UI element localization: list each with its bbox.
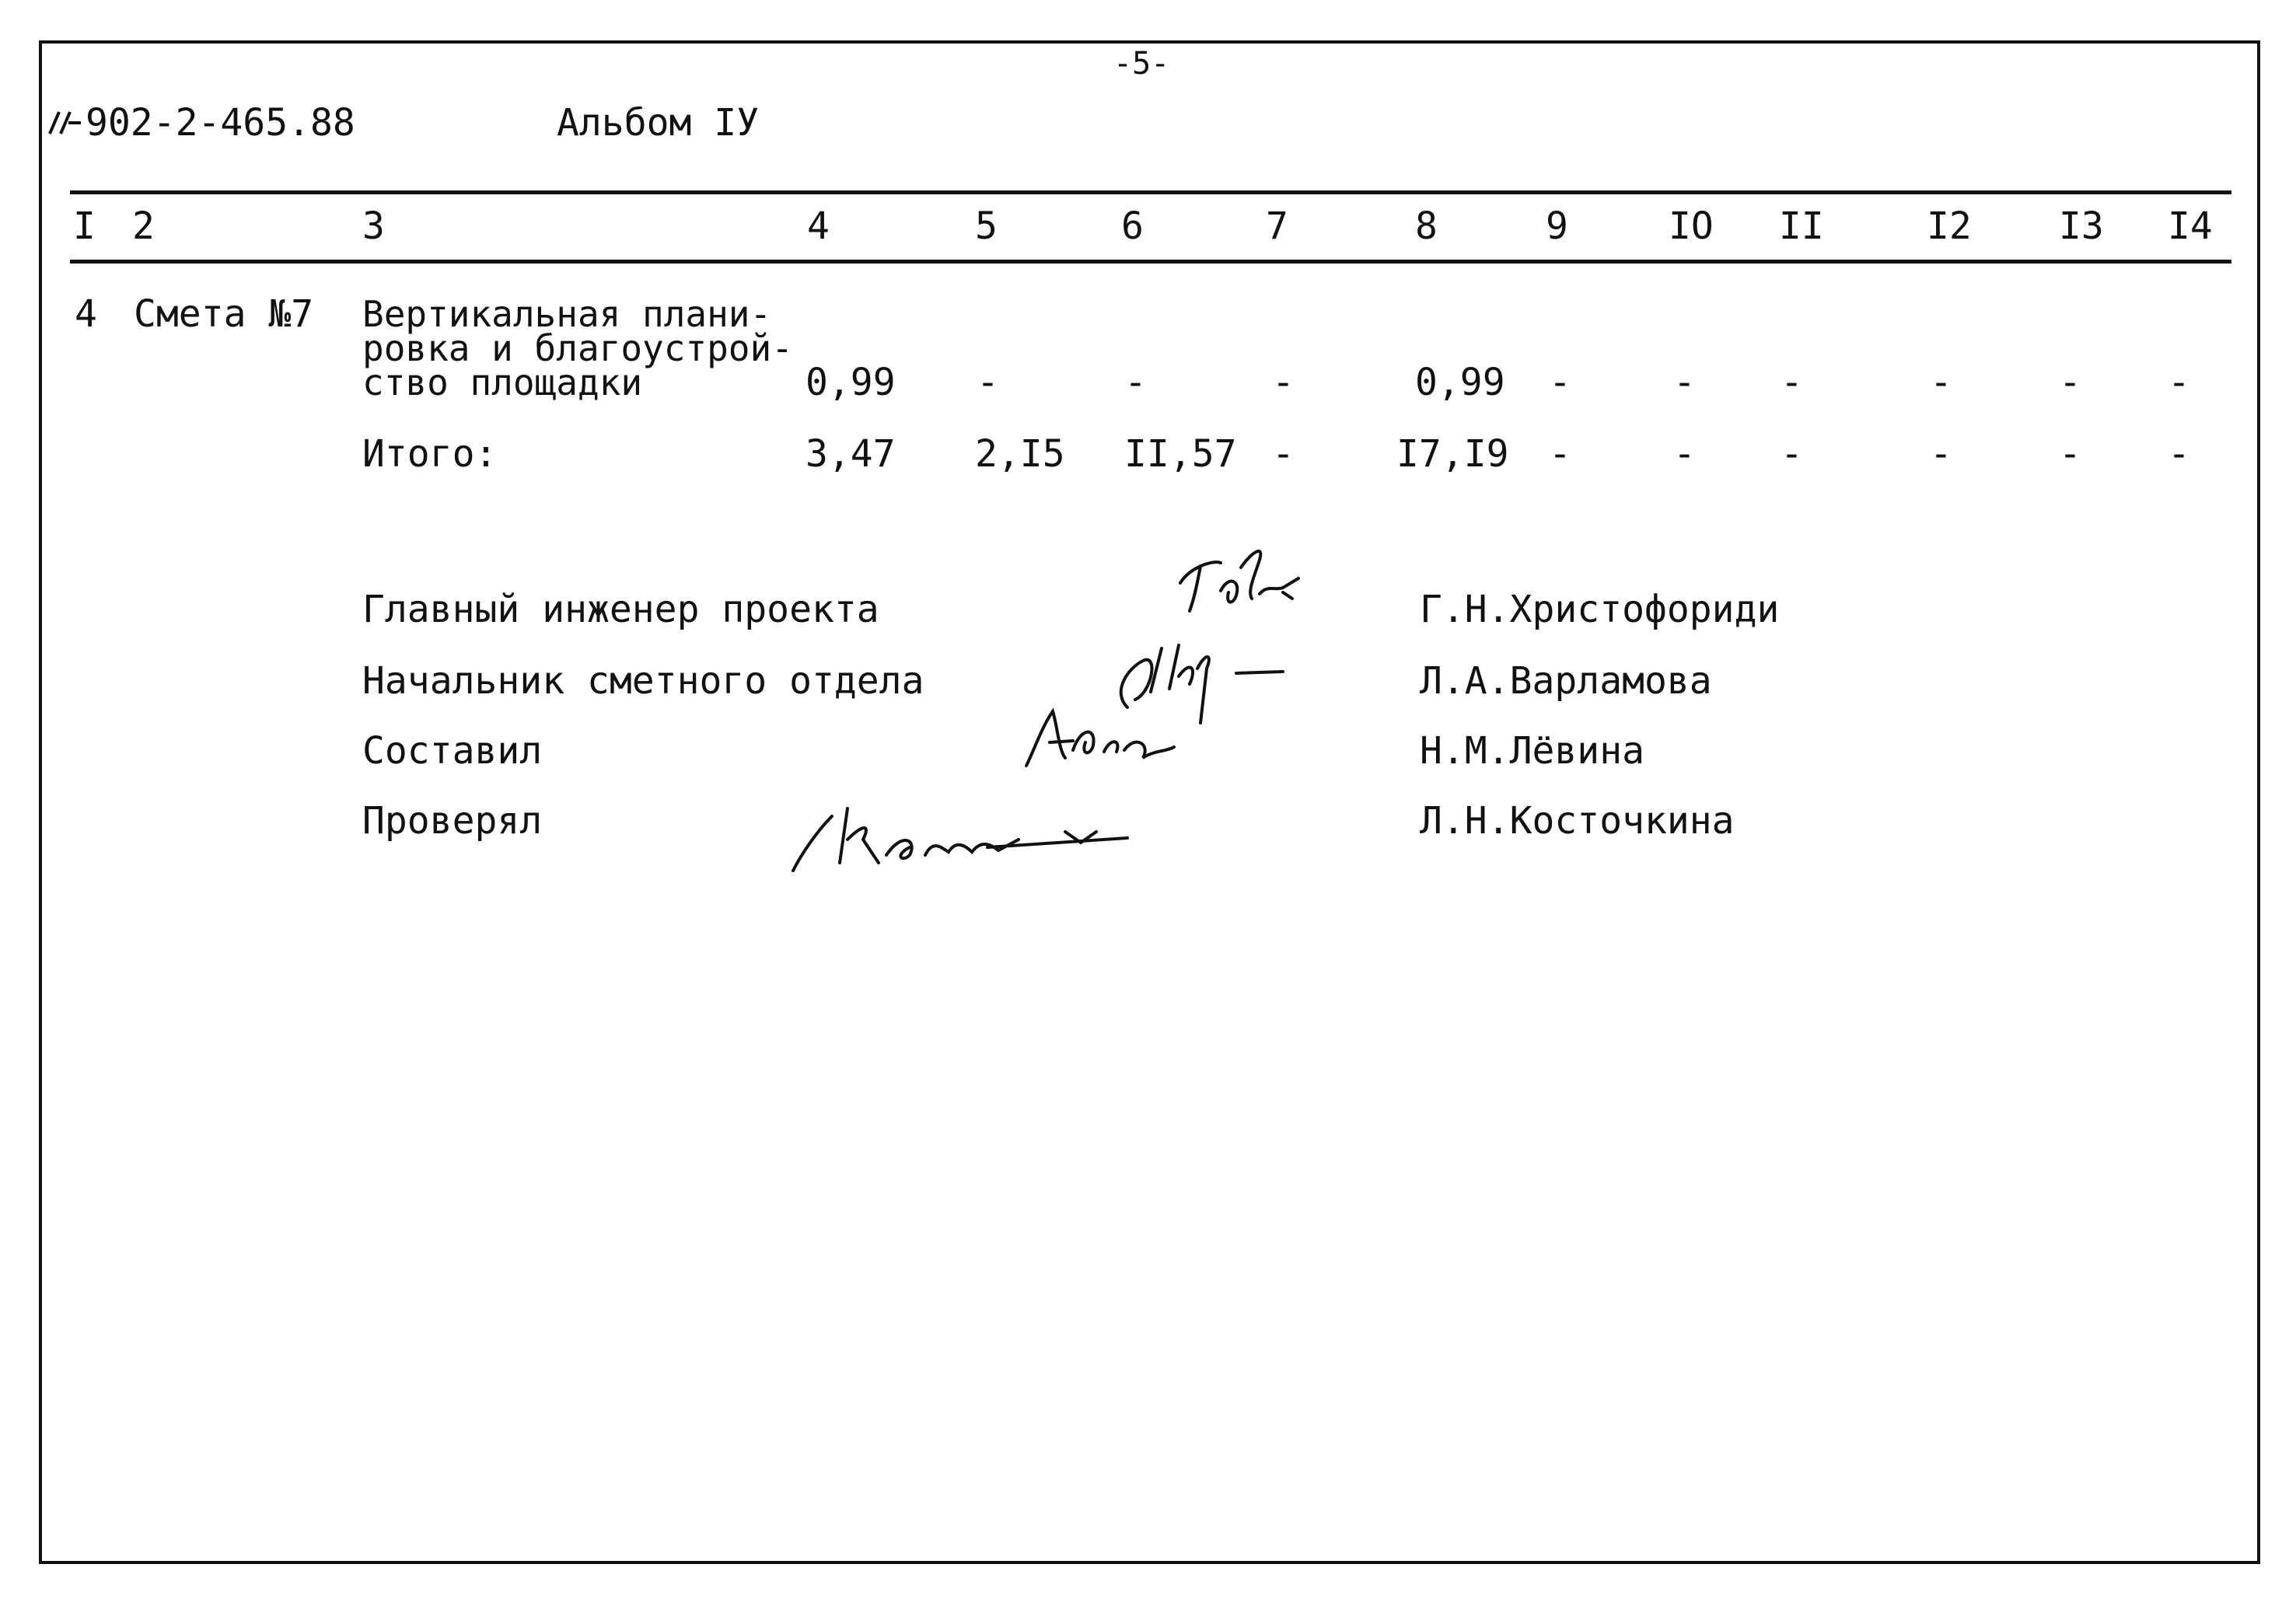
album-title: Альбом IУ <box>557 101 760 145</box>
total-col-13: - <box>2059 432 2081 476</box>
total-col-6: II,57 <box>1124 432 1237 476</box>
row-description: Вертикальная плани- ровка и благоустрой- ство площадки <box>362 293 793 403</box>
col-header-2: 2 <box>132 204 155 248</box>
value-col-11: - <box>1781 361 1803 404</box>
signatory-name: Л.А.Варламова <box>1420 659 1712 703</box>
signatory-role: Главный инженер проекта <box>362 588 879 631</box>
header-bottom-rule <box>70 260 2231 264</box>
col-header-13: I3 <box>2059 204 2104 248</box>
row-number: 4 <box>75 292 97 336</box>
col-header-7: 7 <box>1266 204 1288 248</box>
value-col-8: 0,99 <box>1415 361 1505 404</box>
page-number: -5- <box>1113 46 1170 82</box>
col-header-9: 9 <box>1546 204 1568 248</box>
col-header-6: 6 <box>1121 204 1144 248</box>
value-col-13: - <box>2059 361 2081 404</box>
col-header-11: II <box>1779 204 1824 248</box>
value-col-12: - <box>1930 361 1952 404</box>
header-top-rule <box>70 190 2231 194</box>
value-col-9: - <box>1549 361 1571 404</box>
total-label: Итого: <box>362 432 498 476</box>
signatory-role: Начальник сметного отдела <box>362 659 924 703</box>
col-header-10: IO <box>1669 204 1714 248</box>
signatory-role: Проверял <box>362 799 543 843</box>
value-col-14: - <box>2168 361 2190 404</box>
total-col-5: 2,I5 <box>975 432 1065 476</box>
signature-checked-by <box>785 793 1143 882</box>
signatory-name: Л.Н.Косточкина <box>1420 799 1735 843</box>
value-col-6: - <box>1124 361 1147 404</box>
total-col-8: I7,I9 <box>1396 432 1509 476</box>
signatory-role: Составил <box>362 729 543 773</box>
signatory-name: Н.М.Лёвина <box>1420 729 1644 773</box>
document-code: 902-2-465.88 <box>86 101 355 145</box>
row-name: Смета №7 <box>134 292 314 336</box>
col-header-5: 5 <box>975 204 998 248</box>
value-col-7: - <box>1272 361 1295 404</box>
total-col-12: - <box>1930 432 1952 476</box>
value-col-10: - <box>1673 361 1696 404</box>
total-col-10: - <box>1673 432 1696 476</box>
col-header-12: I2 <box>1927 204 1972 248</box>
signature-compiled-by <box>1019 696 1197 777</box>
total-col-9: - <box>1549 432 1571 476</box>
value-col-4: 0,99 <box>806 361 896 404</box>
handwritten-prefix-mark <box>47 107 93 143</box>
total-col-7: - <box>1272 432 1295 476</box>
total-col-4: 3,47 <box>806 432 896 476</box>
value-col-5: - <box>977 361 999 404</box>
col-header-14: I4 <box>2168 204 2213 248</box>
total-col-11: - <box>1781 432 1803 476</box>
total-col-14: - <box>2168 432 2190 476</box>
col-header-8: 8 <box>1415 204 1438 248</box>
col-header-4: 4 <box>807 204 830 248</box>
col-header-3: 3 <box>362 204 385 248</box>
col-header-1: I <box>73 204 96 248</box>
signatory-name: Г.Н.Христофориди <box>1420 588 1780 631</box>
